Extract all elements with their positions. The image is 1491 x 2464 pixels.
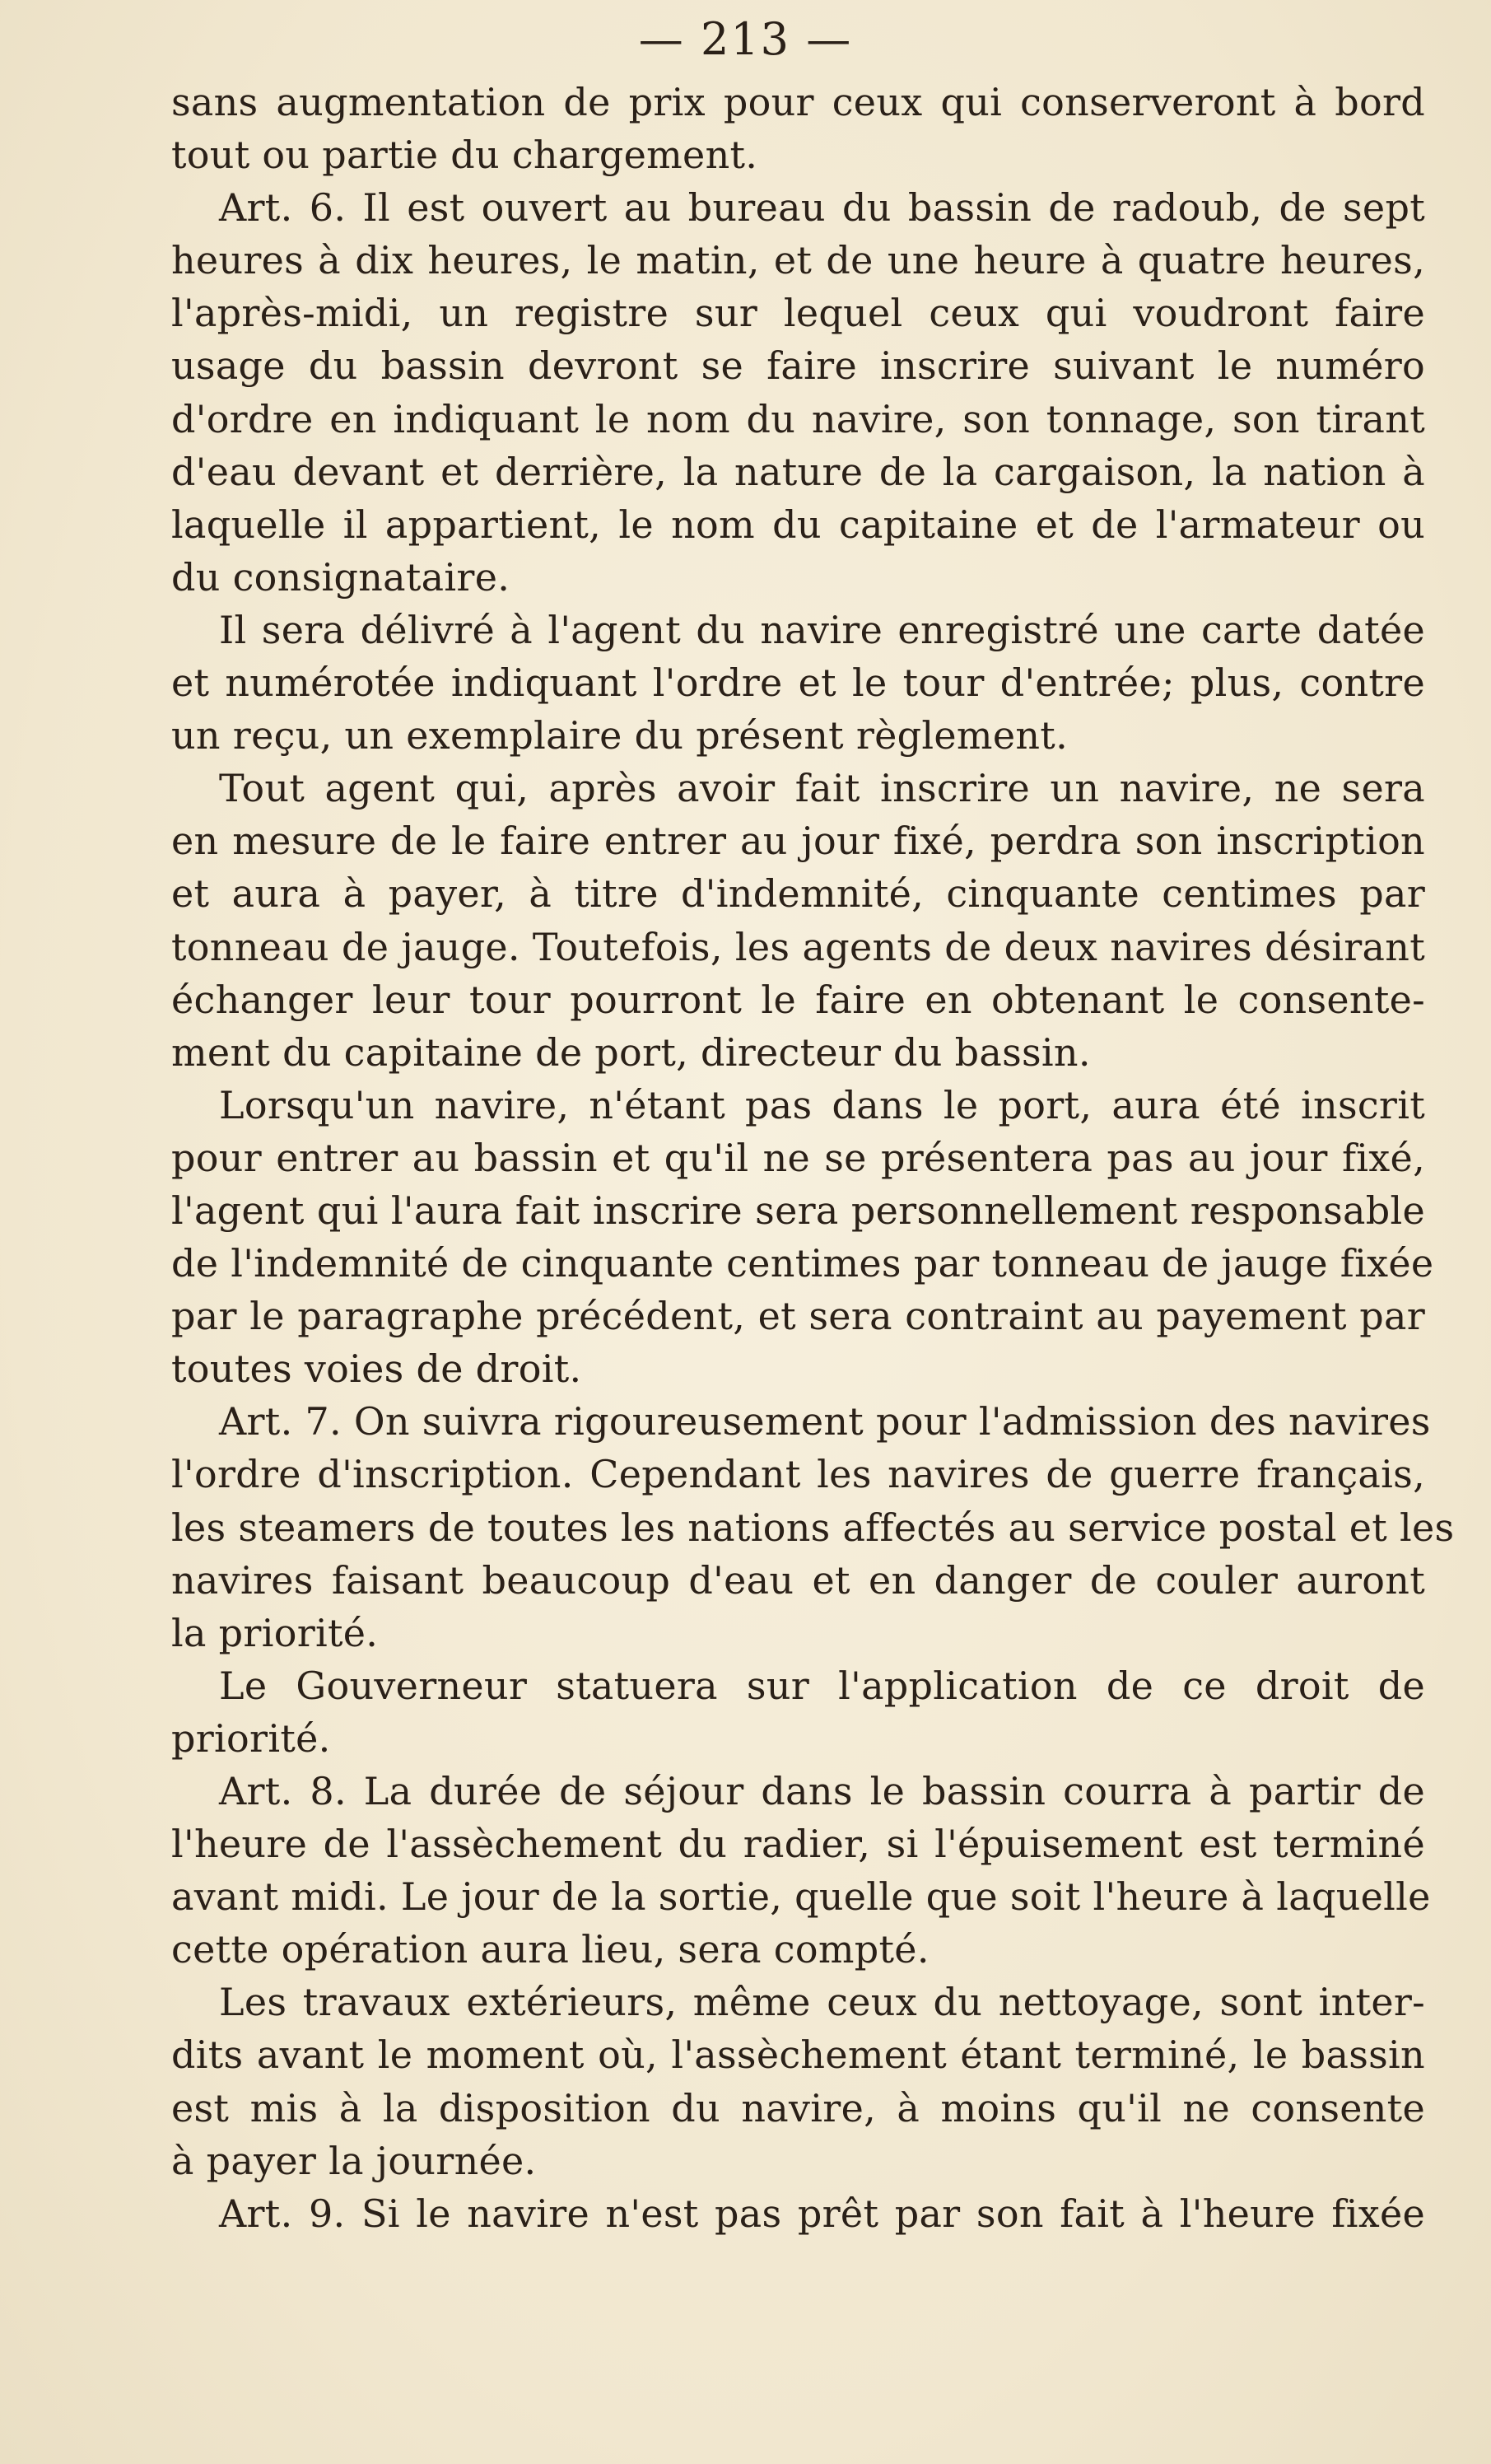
text-line: à payer la journée. bbox=[171, 2138, 537, 2183]
text-line: échanger leur tour pourront le faire en obtenant le consente- bbox=[171, 977, 1425, 1022]
text-line: en mesure de le faire entrer au jour fixé, perdra son inscription bbox=[171, 819, 1425, 864]
text-line: pour entrer au bassin et qu'il ne se présentera pas au jour fixé, bbox=[171, 1135, 1425, 1180]
text-line: d'ordre en indiquant le nom du navire, son tonnage, son tirant bbox=[171, 396, 1425, 441]
text-line: sans augmentation de prix pour ceux qui conserveront à bord bbox=[171, 80, 1425, 124]
text-line: Art. 6. Il est ouvert au bureau du bassin de radoub, de sept bbox=[219, 185, 1425, 231]
text-line: Le Gouverneur statuera sur l'application de ce droit de bbox=[219, 1663, 1425, 1708]
text-line: usage du bassin devront se faire inscrire suivant le numéro bbox=[171, 343, 1425, 389]
text-line: navires faisant beaucoup d'eau et en danger de couler auront bbox=[171, 1557, 1425, 1603]
text-line: tout ou partie du chargement. bbox=[171, 133, 758, 178]
text-line: cette opération aura lieu, sera compté. bbox=[171, 1927, 930, 1972]
text-line: l'agent qui l'aura fait inscrire sera personnellement responsable bbox=[171, 1188, 1425, 1233]
text-line: Art. 7. On suivra rigoureusement pour l'admission des navires bbox=[219, 1399, 1431, 1444]
text-line: la priorité. bbox=[171, 1610, 379, 1655]
page-number: — 213 — bbox=[638, 13, 853, 65]
text-line: l'après-midi, un registre sur lequel ceux qui voudront faire bbox=[171, 291, 1425, 336]
text-line: heures à dix heures, le matin, et de une heure à quatre heures, bbox=[171, 238, 1425, 283]
text-line: dits avant le moment où, l'assèchement étant terminé, le bassin bbox=[171, 2032, 1425, 2078]
text-line: un reçu, un exemplaire du présent règlement. bbox=[171, 713, 1069, 758]
text-line: l'heure de l'assèchement du radier, si l'épuisement est terminé bbox=[171, 1822, 1425, 1867]
text-line: du consignataire. bbox=[171, 554, 510, 600]
text-line: Il sera délivré à l'agent du navire enregistré une carte datée bbox=[219, 607, 1425, 652]
page-body-text bbox=[171, 76, 1455, 2240]
text-line: Les travaux extérieurs, même ceux du nettoyage, sont inter- bbox=[219, 1980, 1425, 2025]
text-line: tonneau de jauge. Toutefois, les agents de deux navires désirant bbox=[171, 924, 1425, 969]
text-line: priorité. bbox=[171, 1715, 331, 1761]
text-line: laquelle il appartient, le nom du capitaine et de l'armateur ou bbox=[171, 502, 1425, 547]
text-line: et aura à payer, à titre d'indemnité, cinquante centimes par bbox=[171, 871, 1425, 917]
text-line: et numérotée indiquant l'ordre et le tour d'entrée; plus, contre bbox=[171, 660, 1425, 706]
text-line: d'eau devant et derrière, la nature de la cargaison, la nation à bbox=[171, 449, 1425, 494]
text-line: toutes voies de droit. bbox=[171, 1346, 582, 1392]
text-line: est mis à la disposition du navire, à moins qu'il ne consente bbox=[171, 2085, 1425, 2130]
text-line: Art. 9. Si le navire n'est pas prêt par son fait à l'heure fixée bbox=[219, 2191, 1425, 2236]
text-line: avant midi. Le jour de la sortie, quelle que soit l'heure à laquelle bbox=[171, 1874, 1431, 1920]
text-line: l'ordre d'inscription. Cependant les navires de guerre français, bbox=[171, 1452, 1425, 1497]
text-line: Art. 8. La durée de séjour dans le bassin courra à partir de bbox=[219, 1769, 1425, 1813]
text-line: Tout agent qui, après avoir fait inscrire un navire, ne sera bbox=[219, 766, 1425, 811]
text-line: par le paragraphe précédent, et sera contraint au payement par bbox=[171, 1294, 1425, 1339]
text-line: les steamers de toutes les nations affectés au service postal et les bbox=[171, 1505, 1455, 1550]
text-line: Lorsqu'un navire, n'étant pas dans le port, aura été inscrit bbox=[219, 1082, 1425, 1127]
text-line: de l'indemnité de cinquante centimes par tonneau de jauge fixée bbox=[171, 1241, 1434, 1286]
text-line: ment du capitaine de port, directeur du bassin. bbox=[171, 1029, 1091, 1075]
